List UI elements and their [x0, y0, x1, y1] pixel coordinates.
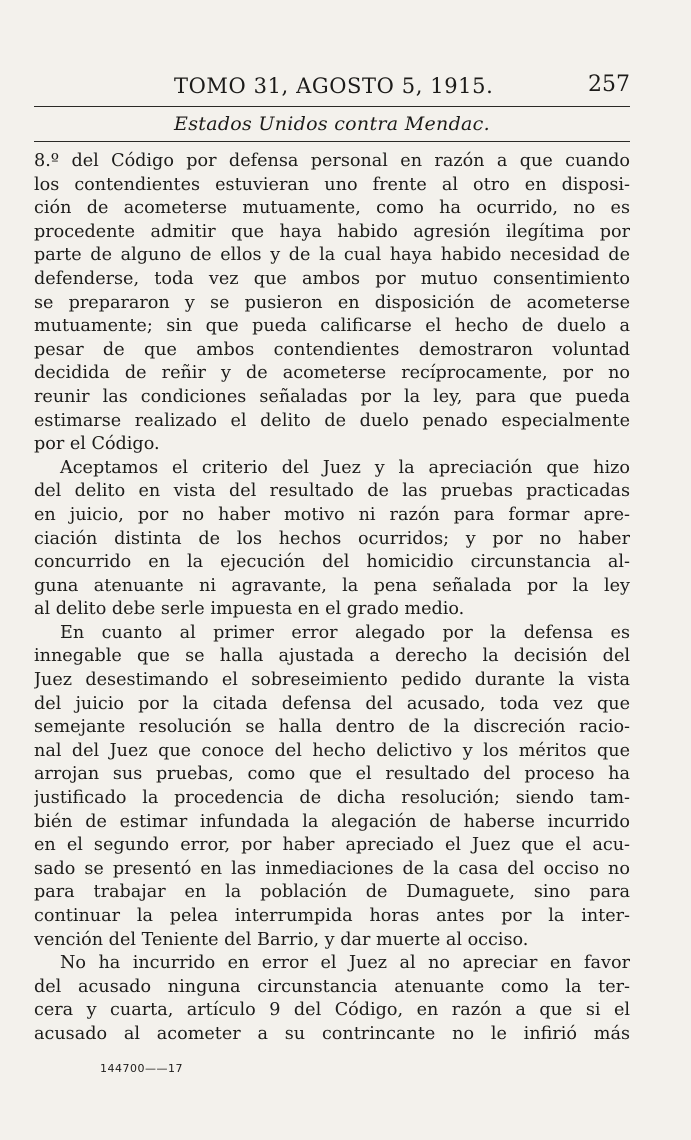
text-line: ciación distinta de los hechos ocurridos; y por no haber	[34, 528, 630, 549]
text-line: estimarse realizado el delito de duelo penado especialmente	[34, 410, 630, 431]
text-line: se prepararon y se pusieron en disposición de acometerse	[34, 292, 630, 313]
text-line: bién de estimar infundada la alegación de haberse incurrido	[34, 811, 630, 832]
text-line: En cuanto al primer error alegado por la defensa es	[60, 622, 630, 643]
printer-signature: 144700——17	[100, 1062, 183, 1075]
text-line: cera y cuarta, artículo 9 del Código, en razón a que si el	[34, 1000, 630, 1021]
header-rule-top	[34, 106, 630, 107]
text-line: defenderse, toda vez que ambos por mutuo consentimiento	[34, 268, 630, 289]
document-page	[34, 70, 630, 1047]
text-line: semejante resolución se halla dentro de la discreción racio-	[34, 717, 630, 738]
header-rule-bottom	[34, 141, 630, 142]
text-line: decidida de reñir y de acometerse recíprocamente, por no	[34, 363, 630, 384]
text-line: pesar de que ambos contendientes demostraron voluntad	[34, 339, 630, 360]
text-line: 8.º del Código por defensa personal en razón a que cuando	[34, 151, 630, 171]
text-line: en el segundo error, por haber apreciado el Juez que el acu-	[34, 835, 630, 856]
text-line: sado se presentó en las inmediaciones de la casa del occiso no	[34, 858, 630, 879]
text-line: del juicio por la citada defensa del acusado, toda vez que	[34, 693, 630, 714]
text-line: del acusado ninguna circunstancia atenuante como la ter-	[34, 976, 630, 997]
text-line: al delito debe serle impuesta en el grado medio.	[34, 599, 465, 620]
text-line: nal del Juez que conoce del hecho delictivo y los méritos que	[34, 740, 630, 761]
text-line: innegable que se halla ajustada a derecho la decisión del	[34, 646, 630, 667]
text-line: parte de alguno de ellos y de la cual haya habido necesidad de	[34, 245, 630, 266]
text-line: por el Código.	[34, 434, 160, 455]
text-line: reunir las condiciones señaladas por la ley, para que pueda	[34, 386, 630, 407]
text-line: mutuamente; sin que pueda calificarse el hecho de duelo a	[34, 316, 630, 337]
text-line: vención del Teniente del Barrio, y dar muerte al occiso.	[34, 929, 529, 950]
running-head: TOMO 31, AGOSTO 5, 1915.	[174, 74, 494, 98]
text-line: continuar la pelea interrumpida horas antes por la inter-	[34, 906, 630, 926]
text-line: para trabajar en la población de Dumaguete, sino para	[34, 882, 630, 903]
text-line: guna atenuante ni agravante, la pena señalada por la ley	[34, 575, 630, 596]
page-number: 257	[588, 72, 630, 97]
text-line: Juez desestimando el sobreseimiento pedido durante la vista	[34, 670, 630, 691]
text-line: del delito en vista del resultado de las pruebas practicadas	[34, 481, 630, 502]
page-header	[34, 70, 630, 106]
text-line: Aceptamos el criterio del Juez y la apreciación que hizo	[60, 457, 630, 478]
text-line: los contendientes estuvieran uno frente al otro en disposi-	[34, 174, 630, 195]
text-line: arrojan sus pruebas, como que el resultado del proceso ha	[34, 764, 630, 785]
text-line: justificado la procedencia de dicha resolución; siendo tam-	[34, 788, 630, 809]
text-line: concurrido en la ejecución del homicidio circunstancia al-	[34, 552, 630, 573]
text-line: No ha incurrido en error el Juez al no apreciar en favor	[60, 953, 630, 974]
body-text	[34, 150, 630, 1047]
text-line: en juicio, por no haber motivo ni razón para formar apre-	[34, 504, 630, 525]
text-line: acusado al acometer a su contrincante no le infirió más	[34, 1023, 630, 1044]
case-title: Estados Unidos contra Mendac.	[174, 113, 490, 135]
text-line: procedente admitir que haya habido agresión ilegítima por	[34, 221, 630, 242]
text-line: ción de acometerse mutuamente, como ha ocurrido, no es	[34, 198, 630, 219]
